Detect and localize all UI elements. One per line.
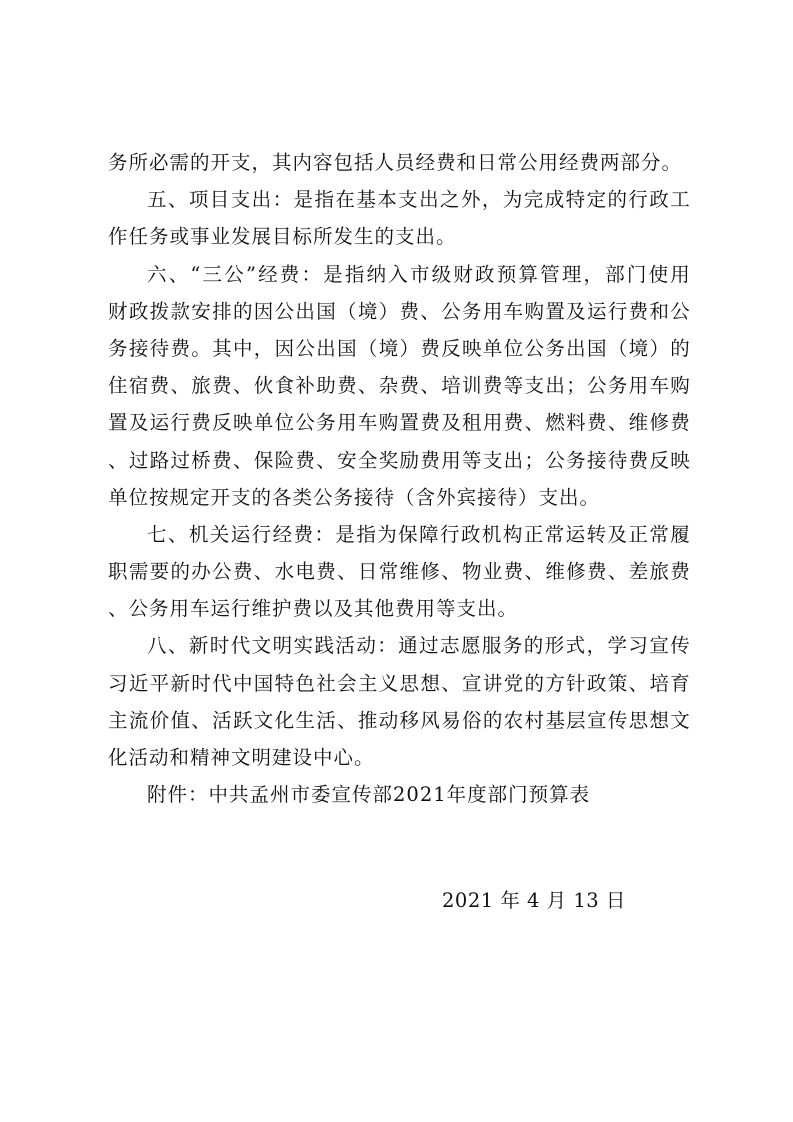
paragraph-line: 五、项目支出：是指在基本支出之外，为完成特定的行政工	[147, 188, 690, 212]
paragraph-line: 住宿费、旅费、伙食补助费、杂费、培训费等支出；公务用车购	[108, 374, 690, 398]
paragraph-line: 、公务用车运行维护费以及其他费用等支出。	[108, 597, 519, 621]
paragraph-line: 、过路过桥费、保险费、安全奖励费用等支出；公务接待费反映	[108, 448, 690, 472]
paragraph-line: 财政拨款安排的因公出国（境）费、公务用车购置及运行费和公	[108, 299, 690, 323]
document-date: 2021 年 4 月 13 日	[442, 889, 626, 912]
paragraph-line: 务接待费。其中，因公出国（境）费反映单位公务出国（境）的	[108, 336, 690, 360]
paragraph-line: 作任务或事业发展目标所发生的支出。	[108, 225, 457, 249]
paragraph-line: 习近平新时代中国特色社会主义思想、宣讲党的方针政策、培育	[108, 671, 690, 695]
paragraph-line: 化活动和精神文明建设中心。	[108, 746, 375, 769]
paragraph-line: 八、新时代文明实践活动：通过志愿服务的形式，学习宣传	[147, 634, 690, 658]
attachment-line: 附件：中共孟州市委宣传部2021年度部门预算表	[147, 783, 591, 807]
document-body	[108, 144, 690, 813]
paragraph-line: 七、机关运行经费：是指为保障行政机构正常运转及正常履	[147, 522, 690, 546]
paragraph-line: 六、“三公”经费：是指纳入市级财政预算管理，部门使用	[147, 262, 690, 286]
paragraph-line: 单位按规定开支的各类公务接待（含外宾接待）支出。	[108, 485, 601, 509]
paragraph-line: 主流价值、活跃文化生活、推动移风易俗的农村基层宣传思想文	[108, 708, 690, 732]
paragraph-line: 职需要的办公费、水电费、日常维修、物业费、维修费、差旅费	[108, 560, 690, 584]
paragraph-line: 务所必需的开支，其内容包括人员经费和日常公用经费两部分。	[108, 151, 683, 174]
paragraph-line: 置及运行费反映单位公务用车购置费及租用费、燃料费、维修费	[108, 411, 690, 435]
